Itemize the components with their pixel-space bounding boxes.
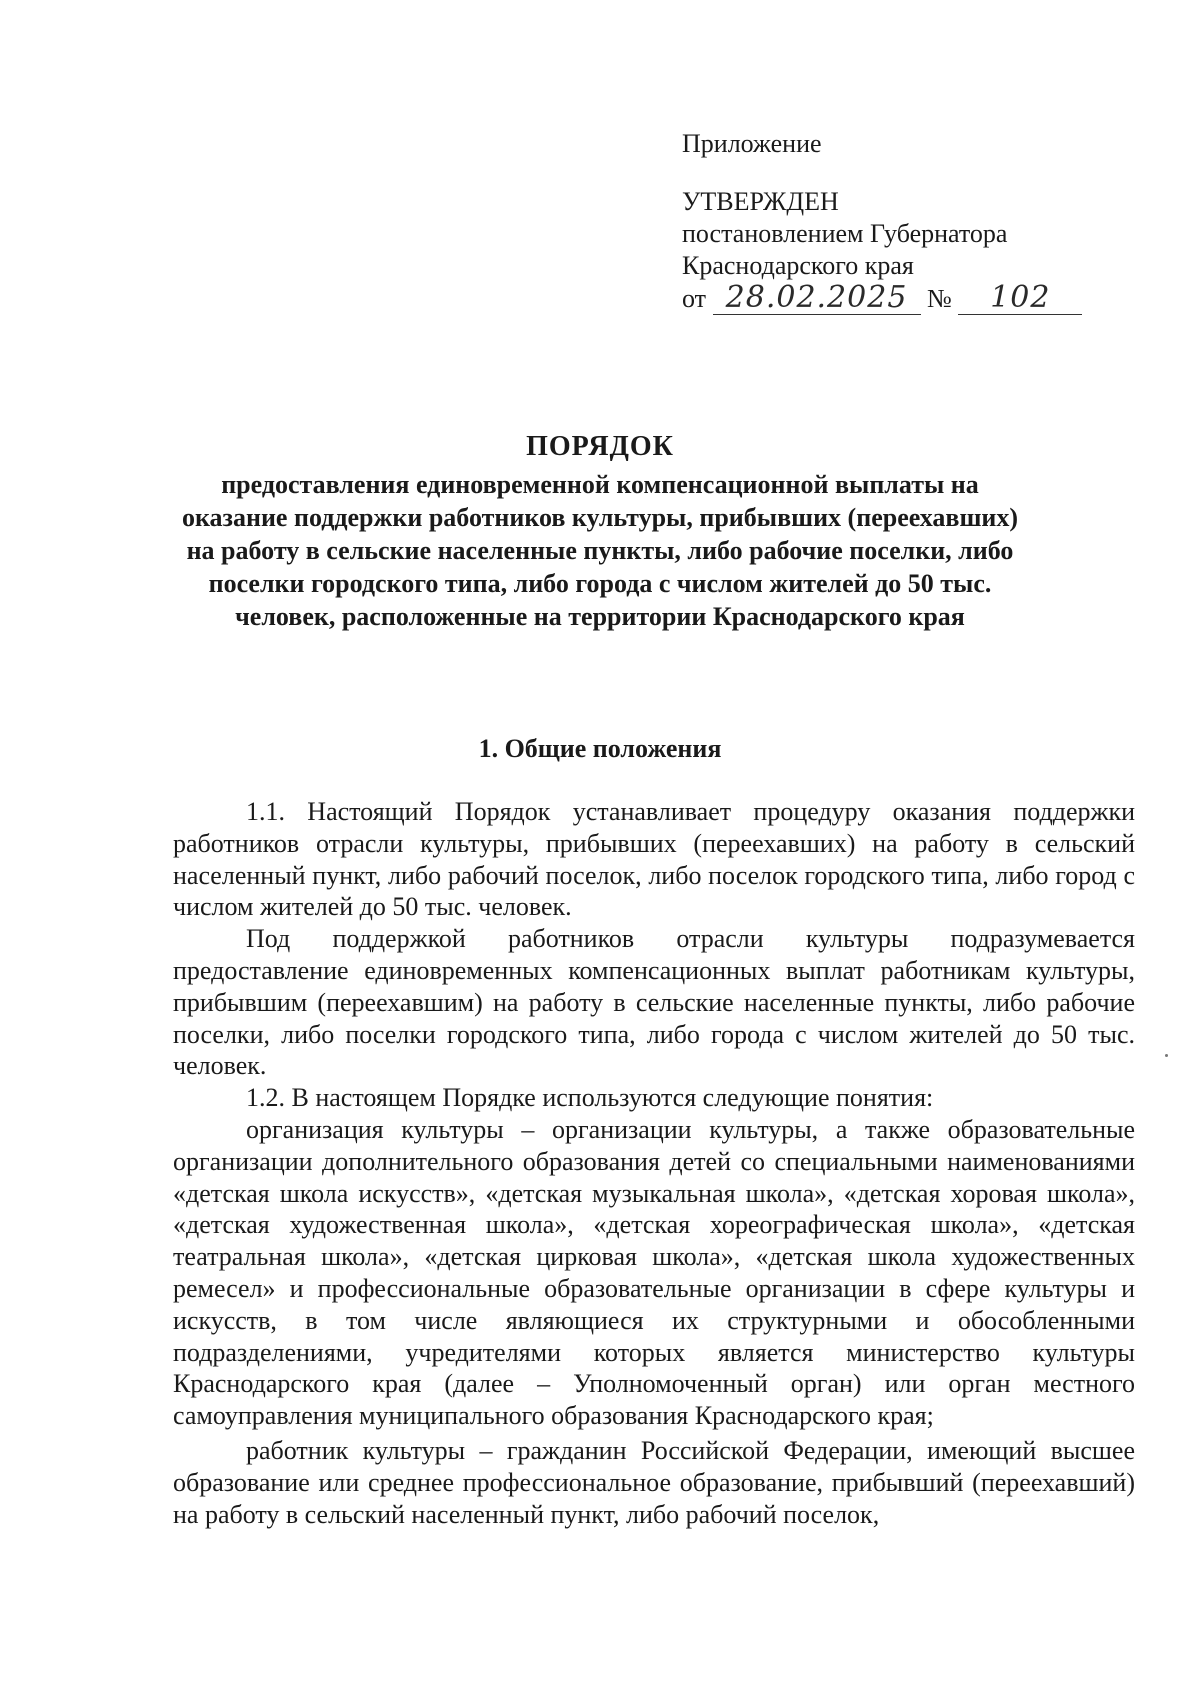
document-title-block <box>180 430 1020 633</box>
document-subtitle: предоставления единовременной компенсационной выплаты на оказание поддержки работников культуры, прибывших (переехавших) на работу в сельские населенные пункты, либо рабочие поселки, либо поселки городского типа, либо города с числом жителей до 50 тыс. человек, расположенные на территории Краснодарского края <box>181 470 1019 631</box>
paragraph: Под поддержкой работников отрасли культуры подразумевается предоставление единовременных компенсационных выплат работникам культуры, прибывшим (переехавшим) на работу в сельские населенные пункты, либо рабочие поселки, либо поселки городского типа, либо города с числом жителей до 50 тыс. человек. <box>173 924 1135 1081</box>
number-sign: № <box>927 284 952 313</box>
appendix-label: Приложение <box>682 129 822 158</box>
scan-speck <box>1165 1054 1168 1057</box>
from-prefix: от <box>682 284 707 313</box>
handwritten-number: 102 <box>958 282 1082 315</box>
paragraph: 1.2. В настоящем Порядке используются следующие понятия: <box>246 1083 934 1113</box>
approval-block <box>682 128 1082 315</box>
approved-by-line: постановлением Губернатора <box>682 219 1008 248</box>
paragraph: 1.1. Настоящий Порядок устанавливает процедуру оказания поддержки работников отрасли культуры, прибывших (переехавших) на работу в сельский населенный пункт, либо рабочий поселок, либо поселок городского типа, либо город с числом жителей до 50 тыс. человек. <box>173 797 1135 922</box>
decree-date-number <box>682 282 1082 315</box>
approved-region-line: Краснодарского края <box>682 251 914 280</box>
approved-label: УТВЕРЖДЕН <box>682 187 839 216</box>
handwritten-date: 28.02.2025 <box>713 282 921 315</box>
section-heading: 1. Общие положения <box>478 734 722 763</box>
paragraph: работник культуры – гражданин Российской Федерации, имеющий высшее образование или среднее профессиональное образование, прибывший (переехавший) на работу в сельский населенный пункт, либо рабочий поселок, <box>173 1435 1135 1529</box>
section-body <box>173 796 1135 1530</box>
paragraph: организация культуры – организации культуры, а также образовательные организации дополнительного образования детей со специальными наименованиями «детская школа искусств», «детская музыкальная школа», «детская хоровая школа», «детская художественная школа», «детская хореографическая школа», «детская театральная школа», «детская цирковая школа», «детская школа художественных ремесел» и профессиональные образовательные организации в сфере культуры и искусств, в том числе являющиеся их структурными и обособленными подразделениями, учредителями которых является министерство культуры Краснодарского края (далее – Уполномоченный орган) или орган местного самоуправления муниципального образования Краснодарского края; <box>173 1114 1135 1431</box>
document-title: ПОРЯДОК <box>526 431 674 462</box>
